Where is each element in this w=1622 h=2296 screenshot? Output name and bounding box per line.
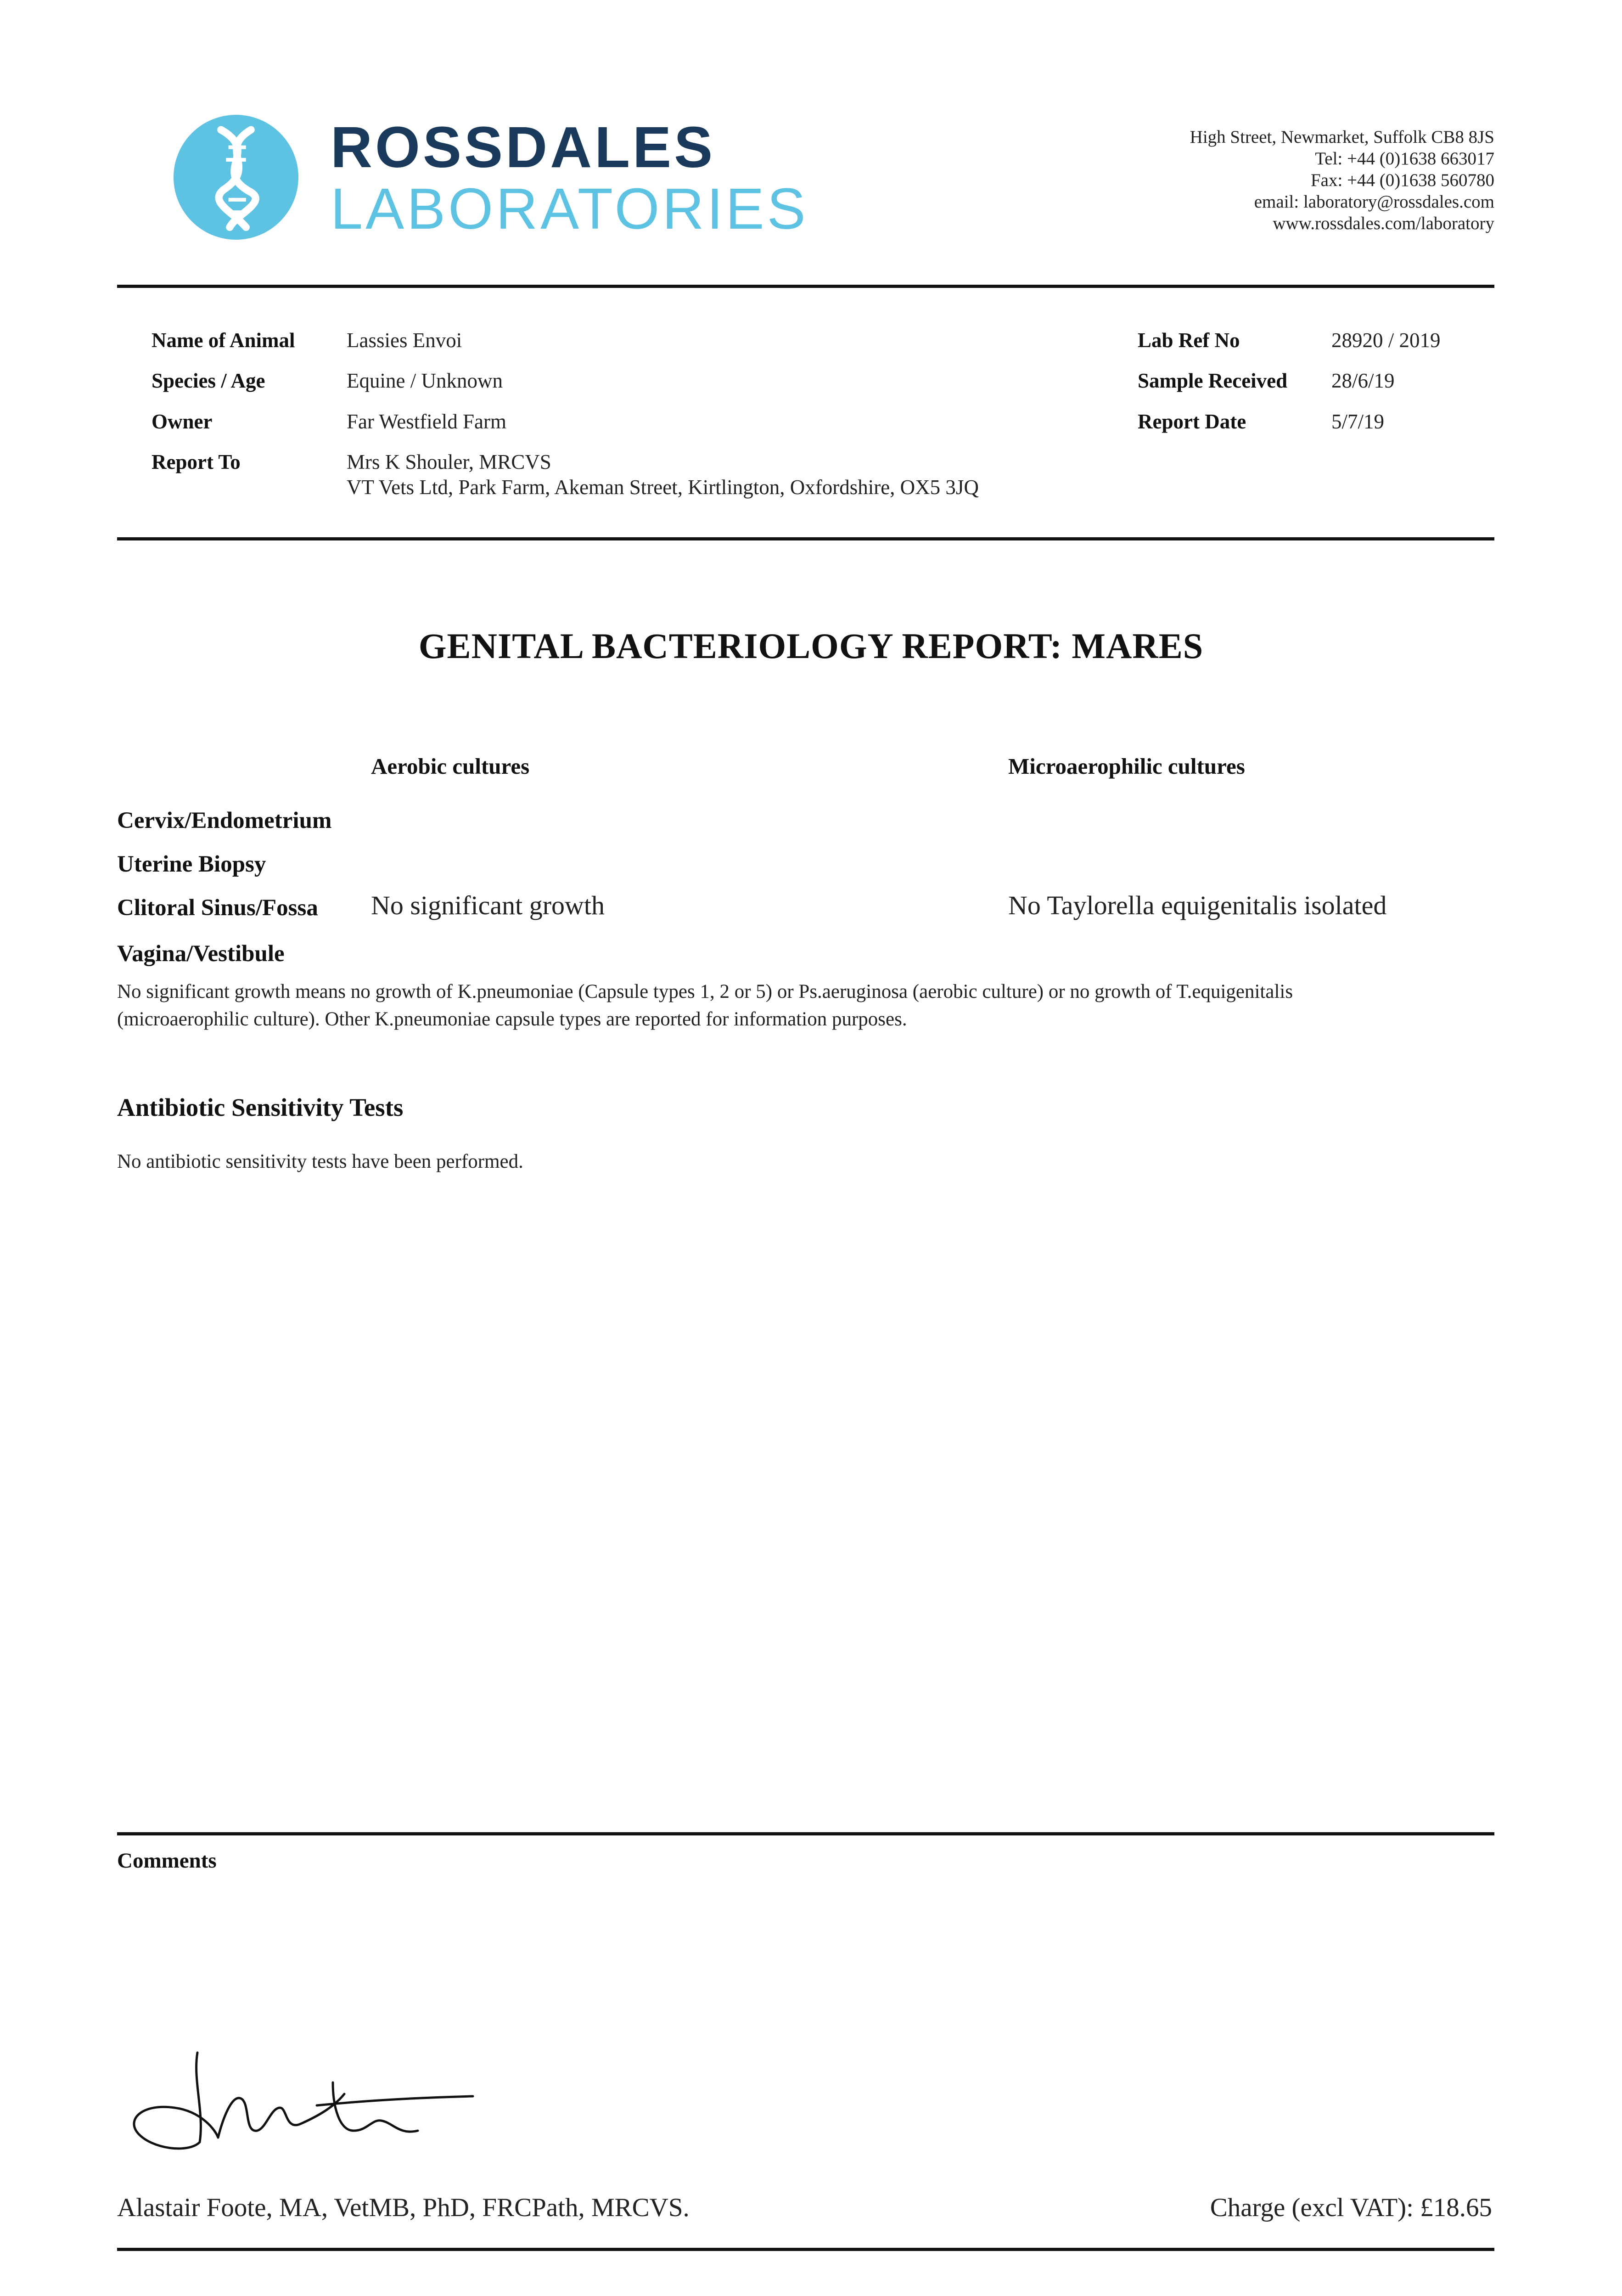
antibiotic-text: No antibiotic sensitivity tests have been performed. xyxy=(117,1151,523,1172)
owner-value: Far Westfield Farm xyxy=(347,410,506,433)
site-clitoral-sinus-fossa: Clitoral Sinus/Fossa xyxy=(117,895,318,921)
site-cervix-endometrium: Cervix/Endometrium xyxy=(117,808,332,833)
comments-divider xyxy=(117,1832,1494,1835)
growth-footnote-line2: (microaerophilic culture). Other K.pneumoniae capsule types are reported for information purposes. xyxy=(117,1008,907,1030)
footer-divider xyxy=(117,2248,1494,2251)
contact-block xyxy=(1190,126,1494,234)
contact-website: www.rossdales.com/laboratory xyxy=(1273,214,1494,233)
dna-logo-icon xyxy=(174,115,298,240)
report-date-label: Report Date xyxy=(1138,410,1246,433)
brand-name-line2: LABORATORIES xyxy=(331,176,808,241)
signatory-name: Alastair Foote, MA, VetMB, PhD, FRCPath, MRCVS. xyxy=(117,2193,690,2222)
growth-footnote-line1: No significant growth means no growth of K.pneumoniae (Capsule types 1, 2 or 5) or Ps.aeruginosa (aerobic culture) or no growth of T.equigenitalis xyxy=(117,981,1293,1002)
owner-label: Owner xyxy=(152,410,213,433)
sample-received-value: 28/6/19 xyxy=(1331,369,1395,392)
antibiotic-heading: Antibiotic Sensitivity Tests xyxy=(117,1093,404,1121)
report-date-value: 5/7/19 xyxy=(1331,410,1385,433)
aerobic-cultures-heading: Aerobic cultures xyxy=(371,754,530,779)
report-to-address: VT Vets Ltd, Park Farm, Akeman Street, Kirtlington, Oxfordshire, OX5 3JQ xyxy=(347,476,979,499)
aerobic-result: No significant growth xyxy=(371,890,605,920)
header-divider xyxy=(117,285,1494,288)
name-of-animal-label: Name of Animal xyxy=(152,329,295,352)
comments-heading: Comments xyxy=(117,1849,217,1873)
contact-tel: Tel: +44 (0)1638 663017 xyxy=(1315,149,1494,169)
contact-address: High Street, Newmarket, Suffolk CB8 8JS xyxy=(1190,127,1494,147)
report-to-name: Mrs K Shouler, MRCVS xyxy=(347,450,551,473)
report-to-label: Report To xyxy=(152,450,241,473)
handwritten-signature xyxy=(124,2039,482,2158)
species-age-value: Equine / Unknown xyxy=(347,369,503,392)
contact-email: email: laboratory@rossdales.com xyxy=(1254,192,1494,212)
species-age-label: Species / Age xyxy=(152,369,265,392)
lab-ref-value: 28920 / 2019 xyxy=(1331,329,1441,352)
growth-footnote xyxy=(117,978,1499,1033)
info-divider xyxy=(117,537,1494,540)
microaerophilic-result: No Taylorella equigenitalis isolated xyxy=(1008,890,1387,920)
microaerophilic-cultures-heading: Microaerophilic cultures xyxy=(1008,754,1245,779)
site-vagina-vestibule: Vagina/Vestibule xyxy=(117,941,285,967)
site-uterine-biopsy: Uterine Biopsy xyxy=(117,851,266,877)
name-of-animal-value: Lassies Envoi xyxy=(347,329,462,352)
contact-fax: Fax: +44 (0)1638 560780 xyxy=(1310,170,1494,190)
report-title: GENITAL BACTERIOLOGY REPORT: MARES xyxy=(418,626,1204,666)
sample-received-label: Sample Received xyxy=(1138,369,1288,392)
brand-name-line1: ROSSDALES xyxy=(331,115,716,180)
lab-ref-label: Lab Ref No xyxy=(1138,329,1240,352)
charge-amount: Charge (excl VAT): £18.65 xyxy=(1210,2193,1492,2222)
